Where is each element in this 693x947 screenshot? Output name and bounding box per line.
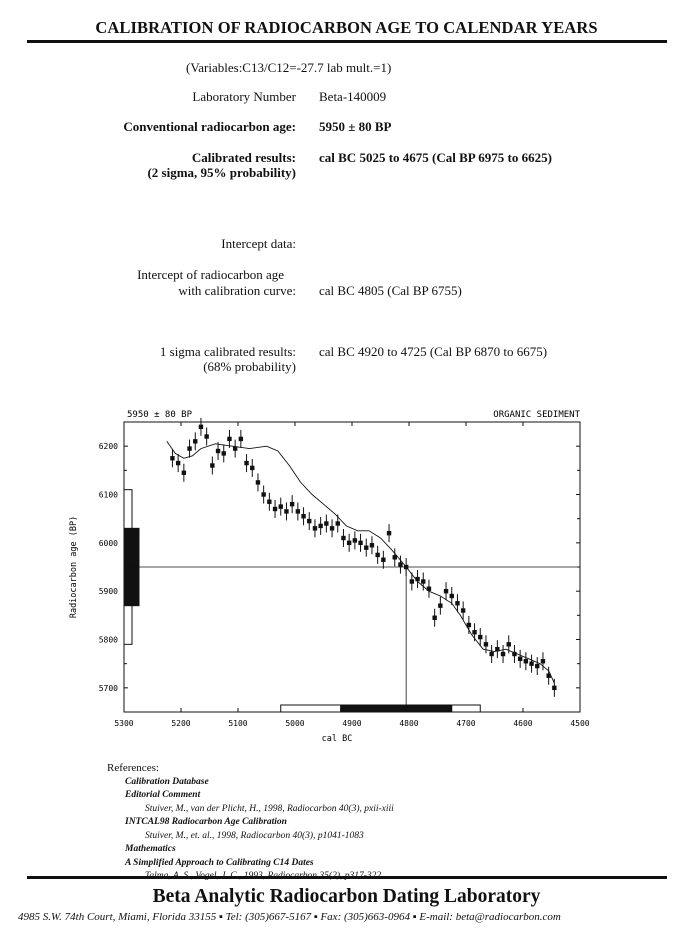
y-tick-label: 5700 [98,683,118,693]
data-point [535,664,539,668]
data-point [336,521,340,525]
data-point [478,635,482,639]
intercept-heading: Intercept data: [221,236,296,251]
data-point [296,509,300,513]
data-point [364,545,368,549]
data-point [489,652,493,656]
one-sigma-sublabel: (68% probability) [203,359,296,374]
data-point [284,509,288,513]
data-point [529,661,533,665]
variables-text: (Variables:C13/C12=-27.7 lab mult.=1) [186,60,392,75]
calibration-chart [40,400,600,750]
x-tick-label: 4600 [513,719,533,728]
x-tick-label: 4800 [399,719,419,728]
x-tick-label: 5300 [114,719,134,728]
data-point [507,642,511,646]
y-tick-label: 5900 [98,587,118,597]
lab-number-value: Beta-140009 [319,89,387,104]
x-tick-label: 5000 [285,719,305,728]
data-point [358,541,362,545]
data-point [472,630,476,634]
reference-citation: Stuiver, M., van der Plicht, H., 1998, Radiocarbon 40(3), pxii-xiii [145,803,394,814]
page-title: CALIBRATION OF RADIOCARBON AGE TO CALENDAR YEARS [95,18,598,37]
data-point [387,531,391,535]
lab-name: Beta Analytic Radiocarbon Dating Laboratory [152,886,541,907]
y-axis-label: Radiocarbon age (BP) [69,515,79,619]
data-point [250,466,254,470]
data-point [410,579,414,583]
data-point [301,514,305,518]
x-tick-label: 4900 [342,719,362,728]
data-point [239,437,243,441]
data-point [227,437,231,441]
y-tick-label: 5800 [98,635,118,645]
data-point [261,492,265,496]
x-tick-label: 4500 [570,719,590,728]
reference-title: Calibration Database [125,776,209,787]
references-heading: References: [107,762,159,774]
intercept-value: cal BC 4805 (Cal BP 6755) [319,283,462,298]
one-sigma-label: 1 sigma calibrated results: [159,344,296,359]
data-point [182,471,186,475]
data-point [353,538,357,542]
data-point [524,659,528,663]
data-point [204,434,208,438]
data-point [450,594,454,598]
x-tick-label: 4700 [456,719,476,728]
data-point [279,504,283,508]
data-point [273,507,277,511]
intercept-label-1: Intercept of radiocarbon age [137,267,284,282]
chart-title-left: 5950 ± 80 BP [127,410,193,420]
reference-title: A Simplified Approach to Calibrating C14 Dates [125,857,314,868]
x-tick-label: 5100 [228,719,248,728]
data-point [222,451,226,455]
data-point [244,461,248,465]
data-point [199,425,203,429]
data-point [552,686,556,690]
cal-1sigma-bar [341,705,452,712]
data-point [216,449,220,453]
data-point [210,463,214,467]
conv-age-label: Conventional radiocarbon age: [123,119,296,134]
calibrated-sublabel: (2 sigma, 95% probability) [147,165,296,180]
calibrated-value: cal BC 5025 to 4675 (Cal BP 6975 to 6625) [319,150,552,165]
data-point [438,603,442,607]
reference-title: Mathematics [125,844,176,854]
lab-number-label: Laboratory Number [192,89,296,104]
data-point [176,461,180,465]
y-tick-label: 6100 [98,490,118,500]
conv-age-value: 5950 ± 80 BP [319,119,392,134]
data-point [432,616,436,620]
data-point [313,526,317,530]
one-sigma-value: cal BC 4920 to 4725 (Cal BP 6870 to 6675) [319,344,548,359]
data-point [484,642,488,646]
data-point [461,608,465,612]
y-tick-label: 6200 [98,442,118,452]
reference-title: Editorial Comment [125,790,201,800]
data-point [341,536,345,540]
data-point [455,601,459,605]
data-point [375,553,379,557]
calibrated-label: Calibrated results: [191,150,296,165]
data-point [501,652,505,656]
data-point [381,558,385,562]
data-point [256,480,260,484]
data-point [307,519,311,523]
data-point [324,521,328,525]
data-point [444,589,448,593]
chart-title-right: ORGANIC SEDIMENT [493,410,580,420]
data-point [541,659,545,663]
data-point [347,541,351,545]
data-point [170,456,174,460]
data-point [370,543,374,547]
intercept-label-2: with calibration curve: [178,283,296,298]
footer-rule [27,876,667,879]
references-section [107,762,394,884]
calibration-curve [167,441,555,683]
reference-citation: Stuiver, M., et. al., 1998, Radiocarbon 40(3), p1041-1083 [145,830,364,841]
data-point [193,439,197,443]
data-point [267,500,271,504]
data-point [187,446,191,450]
data-point [318,524,322,528]
lab-address: 4985 S.W. 74th Court, Miami, Florida 33155 ▪ Tel: (305)667-5167 ▪ Fax: (305)663-0964 ▪ E-mail: beta@radiocarbon.com [18,911,561,923]
data-point [421,579,425,583]
header-rule [27,40,667,43]
y-tick-label: 6000 [98,538,118,548]
reference-title: INTCAL98 Radiocarbon Age Calibration [125,817,287,827]
x-axis-label: cal BC [321,734,353,744]
data-point [398,562,402,566]
data-point [518,657,522,661]
data-point [290,502,294,506]
data-point [330,526,334,530]
x-tick-label: 5200 [171,719,191,728]
